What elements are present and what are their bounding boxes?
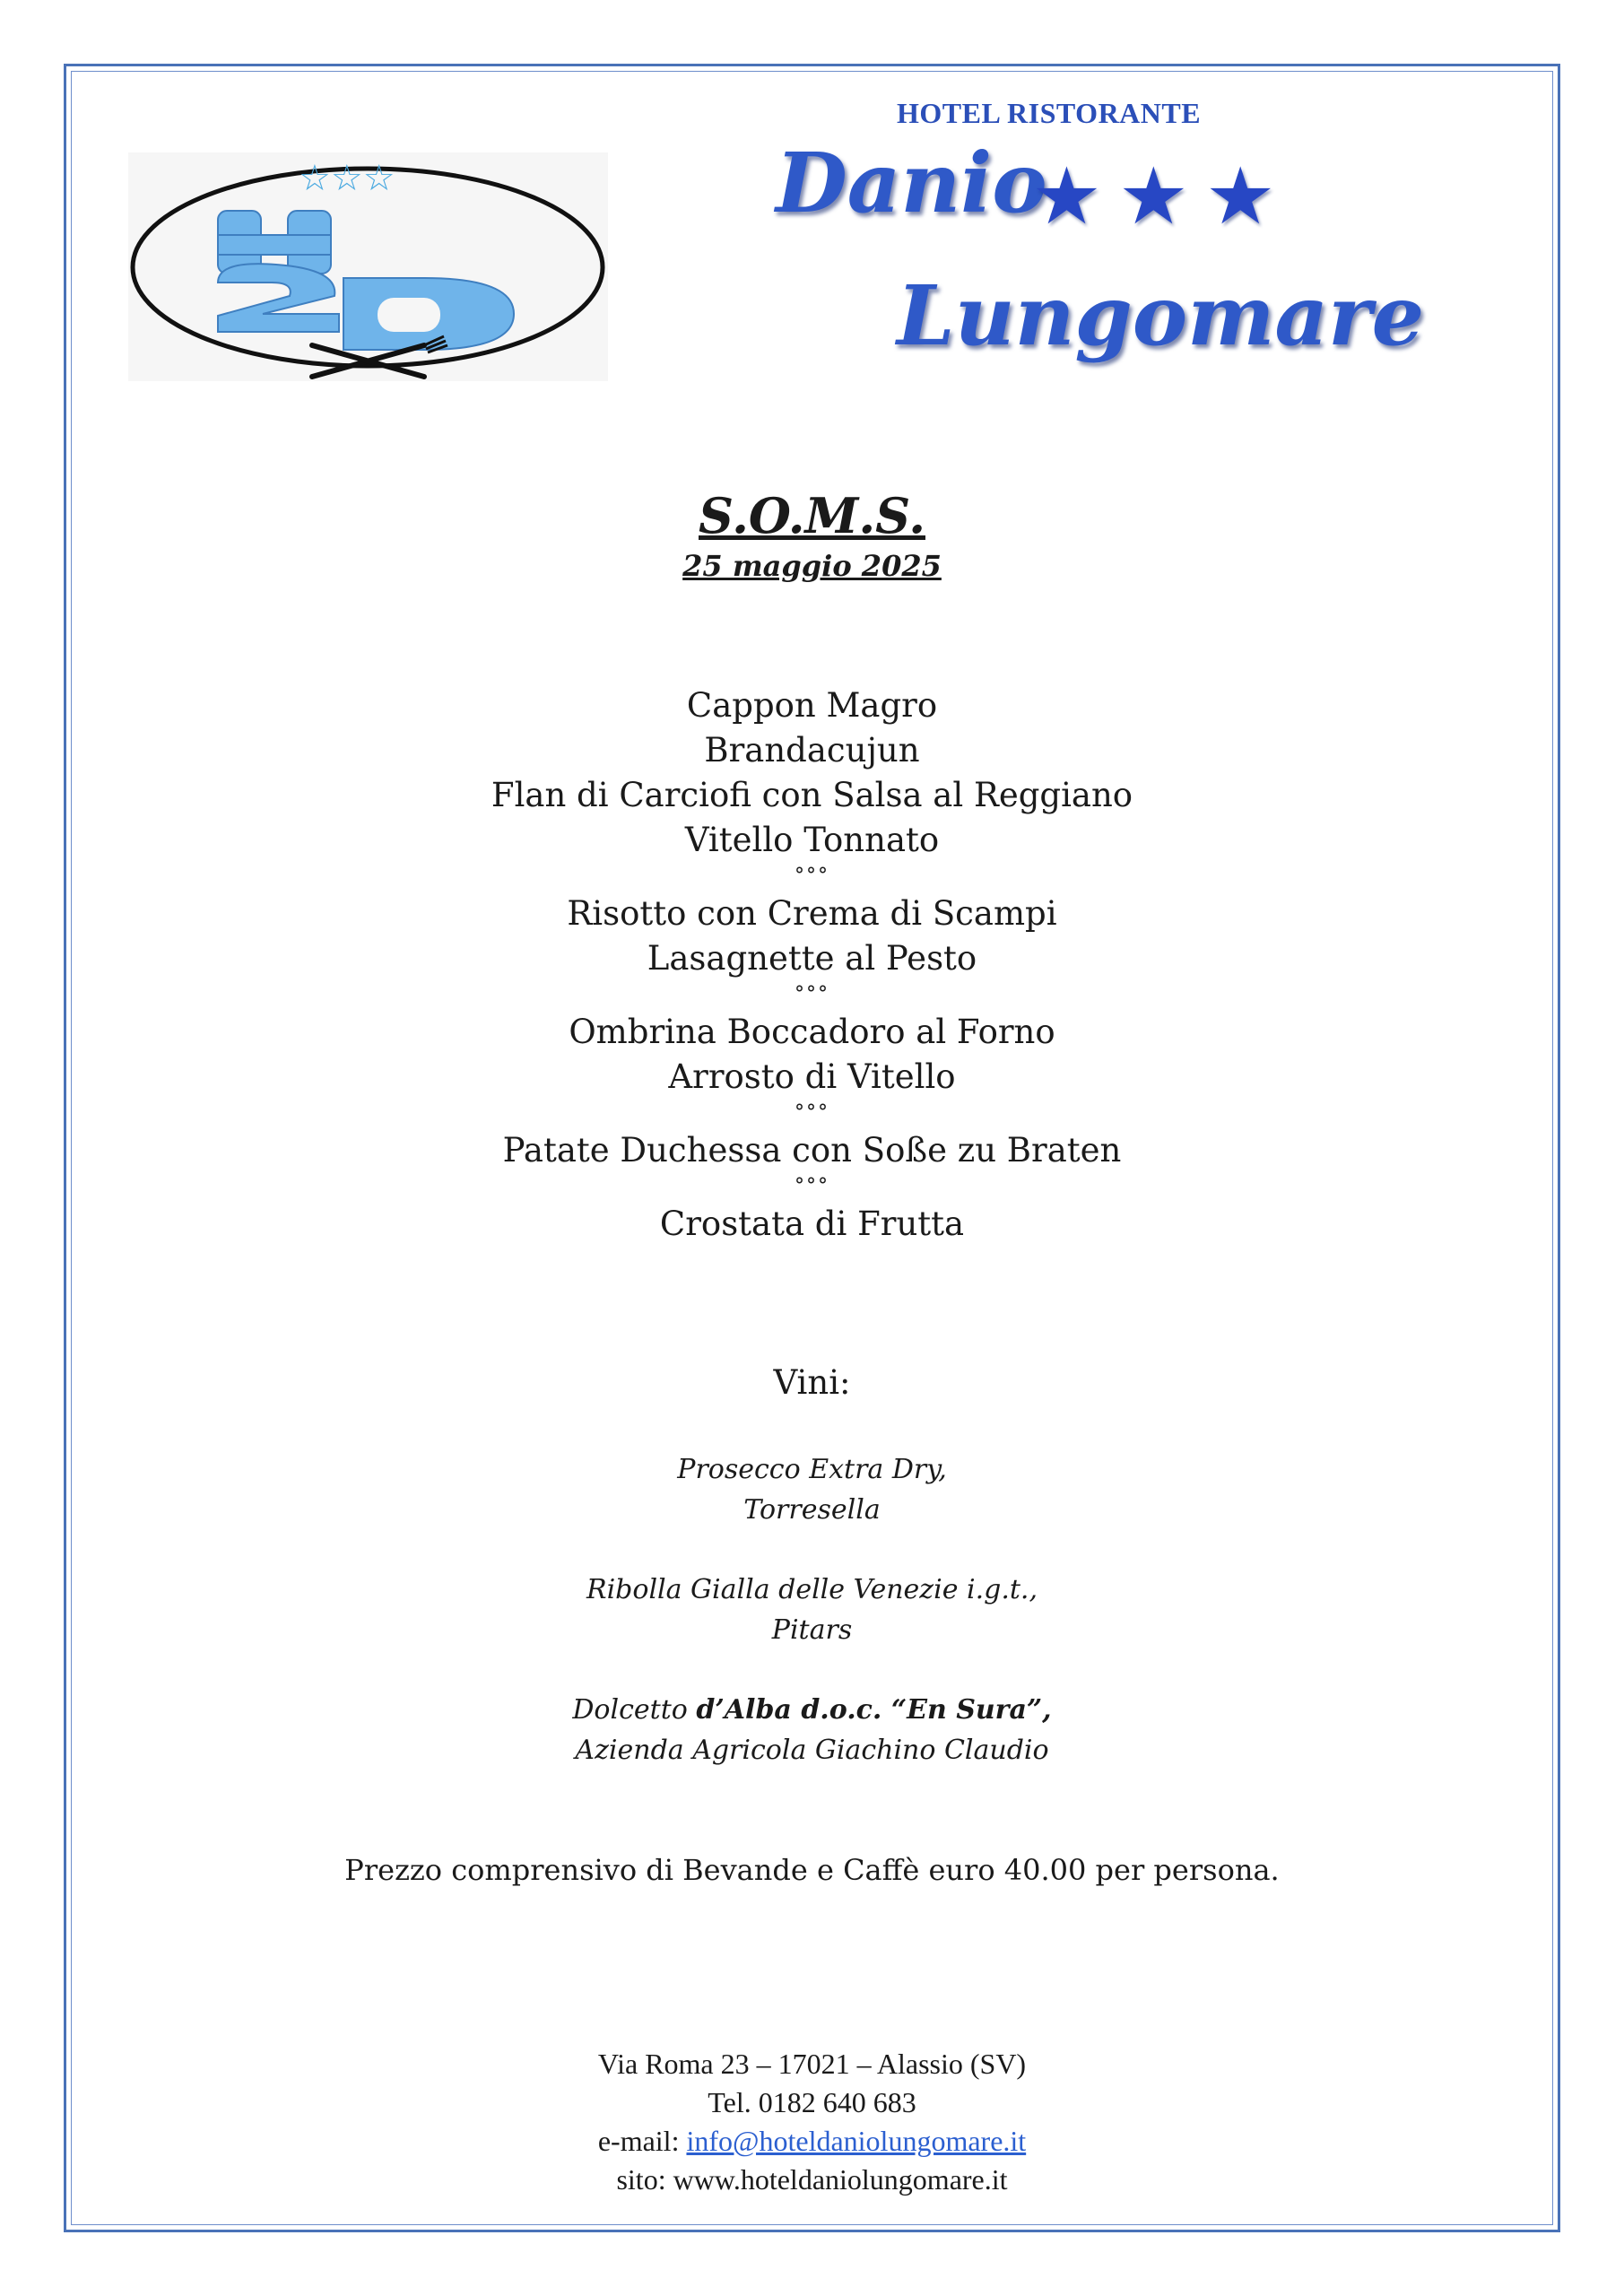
hotel-logo — [128, 152, 608, 381]
wine-producer: Torresella — [743, 1494, 881, 1526]
event-date: 25 maggio 2025 — [682, 549, 942, 583]
logo-stars: ☆☆☆ — [299, 158, 395, 199]
wine-item — [0, 1570, 1624, 1650]
price-note: Prezzo comprensivo di Bevande e Caffè euro 40.00 per persona. — [344, 1853, 1280, 1887]
course-separator: °°° — [795, 983, 829, 1005]
phone: Tel. 0182 640 683 — [708, 2086, 916, 2118]
wine-list — [0, 1449, 1624, 1810]
wines-heading: Vini: — [773, 1363, 851, 1402]
hotel-stars: ★★★ — [1031, 150, 1292, 242]
wine-producer: Pitars — [771, 1614, 853, 1646]
wine-producer: Azienda Agricola Giachino Claudio — [575, 1735, 1049, 1766]
menu-item: Flan di Carciofi con Salsa al Reggiano — [491, 776, 1133, 814]
wine-name: Prosecco Extra Dry, — [677, 1454, 947, 1485]
contact-footer — [0, 2045, 1624, 2199]
menu-list — [0, 683, 1624, 1247]
menu-item: Crostata di Frutta — [659, 1205, 965, 1243]
menu-item: Brandacujun — [704, 731, 920, 770]
website: sito: www.hoteldaniolungomare.it — [616, 2163, 1008, 2196]
wine-name-bold: d’Alba d.o.c. “En Sura”, — [696, 1694, 1052, 1726]
wine-name: Ribolla Gialla delle Venezie i.g.t., — [586, 1574, 1038, 1605]
menu-item: Vitello Tonnato — [684, 821, 940, 859]
email-label: e-mail: — [597, 2125, 687, 2157]
menu-item: Risotto con Crema di Scampi — [567, 894, 1057, 933]
wine-name — [0, 1690, 1624, 1730]
menu-item: Lasagnette al Pesto — [647, 939, 977, 978]
menu-item: Arrosto di Vitello — [668, 1057, 956, 1096]
brand-name-lungomare: Lungomare — [897, 267, 1425, 364]
wine-item — [0, 1690, 1624, 1770]
menu-item: Patate Duchessa con Soße zu Braten — [502, 1131, 1122, 1170]
email-link[interactable]: info@hoteldaniolungomare.it — [686, 2125, 1027, 2157]
email-line — [0, 2122, 1624, 2161]
course-separator: °°° — [795, 1101, 829, 1124]
event-title: S.O.M.S. — [699, 487, 925, 544]
course-separator: °°° — [795, 865, 829, 887]
menu-item: Ombrina Boccadoro al Forno — [569, 1013, 1055, 1051]
brand-name-danio: Danio — [776, 135, 1047, 231]
menu-item: Cappon Magro — [686, 686, 938, 725]
address: Via Roma 23 – 17021 – Alassio (SV) — [597, 2048, 1027, 2080]
wine-name-start: Dolcetto — [572, 1694, 697, 1726]
course-separator: °°° — [795, 1175, 829, 1197]
hotel-ristorante-label: HOTEL RISTORANTE — [897, 97, 1202, 129]
wine-item — [0, 1449, 1624, 1530]
